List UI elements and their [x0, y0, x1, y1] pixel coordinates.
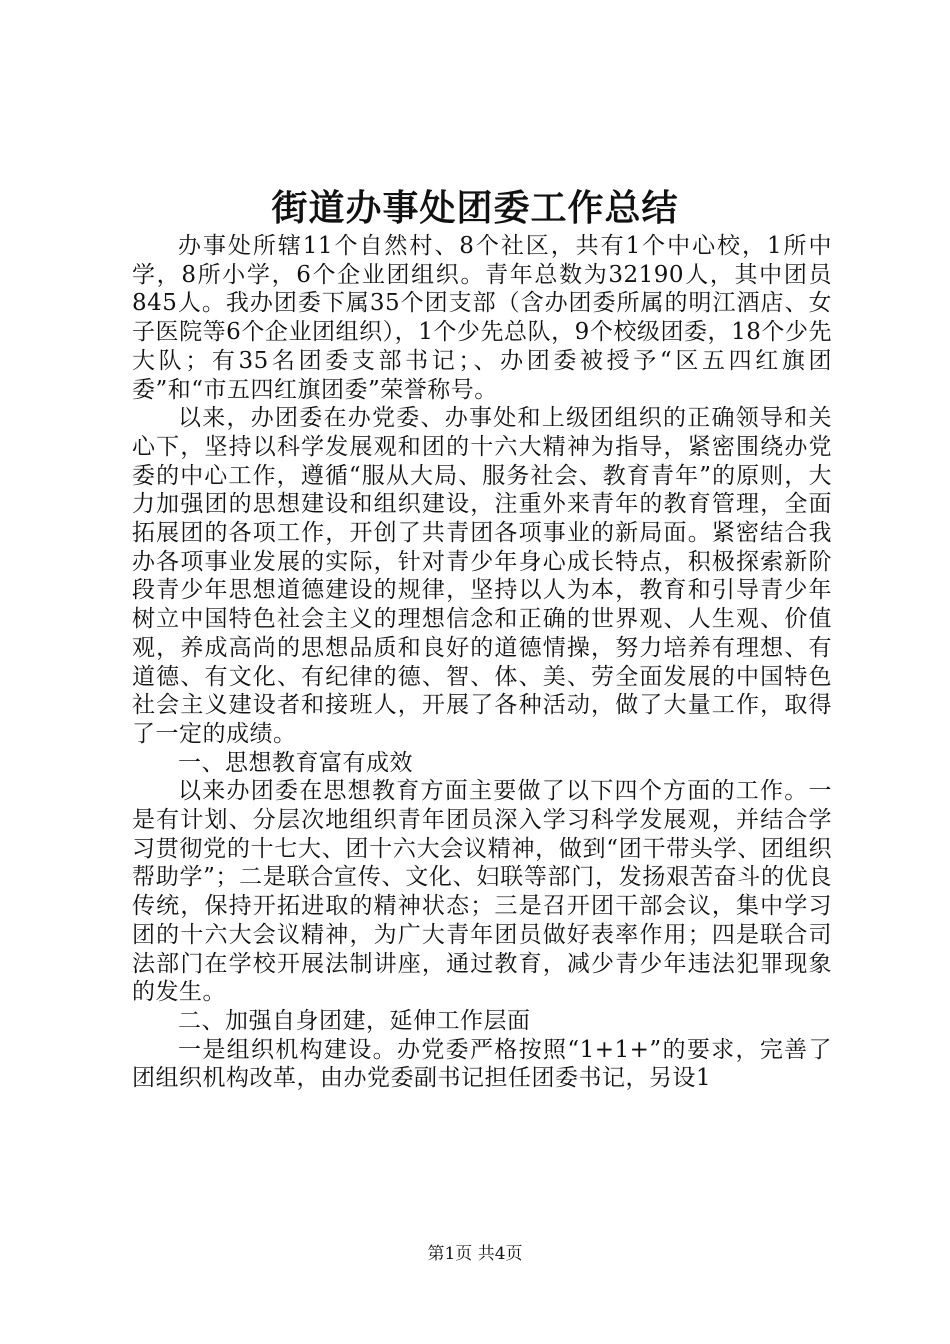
document-body: [132, 232, 832, 1093]
paragraph-organization-building: 一是组织机构建设。办党委严格按照“1+1+”的要求，完善了团组织机构改革，由办党委副书记担任团委书记，另设1: [132, 1036, 832, 1092]
document-title: 街道办事处团委工作总结: [271, 187, 679, 229]
paragraph-introduction: 以来，办团委在办党委、办事处和上级团组织的正确领导和关心下，坚持以科学发展观和团的十六大精神为指导，紧密围绕办党委的中心工作，遵循“服从大局、服务社会、教育青年”的原则，大力加强团的思想建设和组织建设，注重外来青年的教育管理，全面拓展团的各项工作，开创了共青团各项事业的新局面。紧密结合我办各项事业发展的实际，针对青少年身心成长特点，积极探索新阶段青少年思想道德建设的规律，坚持以人为本，教育和引导青少年树立中国特色社会主义的理想信念和正确的世界观、人生观、价值观，养成高尚的思想品质和良好的道德情操，努力培养有理想、有道德、有文化、有纪律的德、智、体、美、劳全面发展的中国特色社会主义建设者和接班人，开展了各种活动，做了大量工作，取得了一定的成绩。: [132, 405, 832, 747]
paragraph-ideological-education: 以来办团委在思想教育方面主要做了以下四个方面的工作。一是有计划、分层次地组织青年团员深入学习科学发展观，并结合学习贯彻党的十七大、团十六大会议精神，做到“团干带头学、团组织帮助学”；二是联合宣传、文化、妇联等部门，发扬艰苦奋斗的优良传统，保持开拓进取的精神状态；三是召开团干部会议，集中学习团的十六大会议精神，为广大青年团员做好表率作用；四是联合司法部门在学校开展法制讲座，通过教育，减少青少年违法犯罪现象的发生。: [132, 778, 832, 1006]
page-number-footer: 第1页 共4页: [427, 1244, 523, 1264]
section-heading-1: 一、思想教育富有成效: [178, 749, 413, 776]
paragraph-overview: 办事处所辖11个自然村、8个社区，共有1个中心校，1所中学，8所小学，6个企业团组织。青年总数为32190人，其中团员845人。我办团委下属35个团支部（含办团委所属的明江酒店、女子医院等6个企业团组织），1个少先总队，9个校级团委，18个少先大队；有35名团委支部书记；、办团委被授予“区五四红旗团委”和“市五四红旗团委”荣誉称号。: [132, 233, 832, 403]
section-heading-2: 二、加强自身团建，延伸工作层面: [178, 1007, 531, 1034]
